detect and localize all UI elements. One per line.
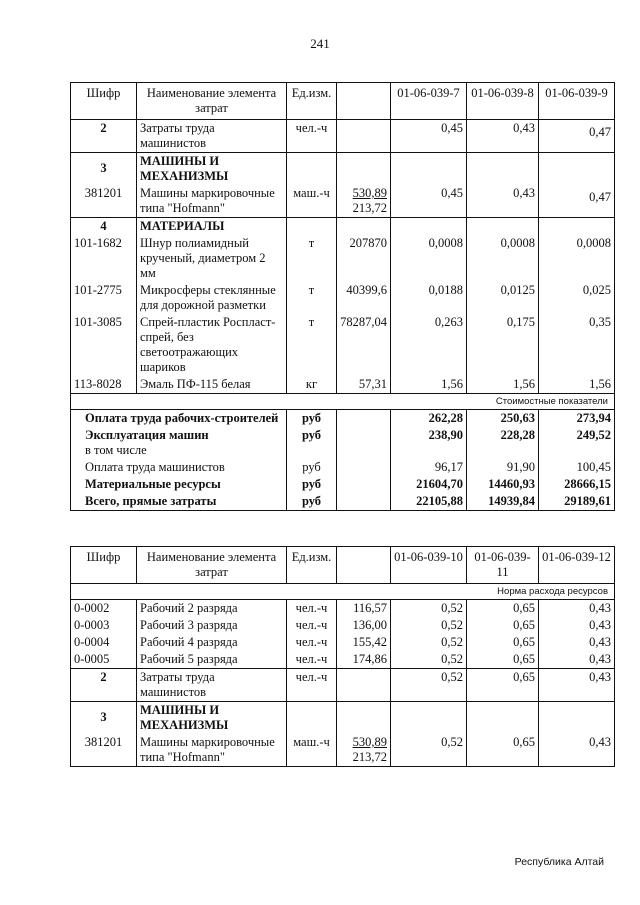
summary-name: Материальные ресурсы bbox=[71, 476, 287, 493]
row-price bbox=[337, 120, 391, 153]
row-unit: кг bbox=[287, 376, 337, 394]
summary-value: 21604,70 bbox=[391, 476, 467, 493]
row-price bbox=[337, 669, 391, 702]
summary-unit: руб bbox=[287, 410, 337, 428]
row-value: 0,0008 bbox=[391, 235, 467, 282]
summary-value: 14460,93 bbox=[467, 476, 539, 493]
row-code: 0-0005 bbox=[71, 651, 137, 669]
row-code: 0-0004 bbox=[71, 634, 137, 651]
row-unit: чел.-ч bbox=[287, 634, 337, 651]
row-code: 2 bbox=[71, 120, 137, 153]
row-name: Эмаль ПФ-115 белая bbox=[137, 376, 287, 394]
row-name: Рабочий 5 разряда bbox=[137, 651, 287, 669]
subheader-row bbox=[71, 394, 615, 410]
row-name: Микросферы стеклянные для дорожной разметки bbox=[137, 282, 287, 314]
row-price: 116,57 bbox=[337, 600, 391, 618]
row-value: 0,52 bbox=[391, 669, 467, 702]
summary-unit: руб bbox=[287, 427, 337, 459]
subheader-row bbox=[71, 584, 615, 600]
table-row bbox=[71, 185, 615, 218]
row-unit: чел.-ч bbox=[287, 600, 337, 618]
row-value: 0,175 bbox=[467, 314, 539, 376]
table-row bbox=[71, 600, 615, 618]
resource-norm-subheader: Норма расхода ресурсов bbox=[71, 584, 615, 600]
row-code: 101-1682 bbox=[71, 235, 137, 282]
resource-table-1 bbox=[70, 82, 615, 511]
summary-name: Всего, прямые затраты bbox=[71, 493, 287, 511]
row-value: 0,52 bbox=[391, 600, 467, 618]
summary-value: 22105,88 bbox=[391, 493, 467, 511]
price-bottom: 213,72 bbox=[352, 750, 387, 764]
summary-row bbox=[71, 493, 615, 511]
row-value: 0,65 bbox=[467, 634, 539, 651]
row-value: 0,65 bbox=[467, 651, 539, 669]
summary-name: Оплата труда машинистов bbox=[71, 459, 287, 476]
row-name: Рабочий 3 разряда bbox=[137, 617, 287, 634]
header-col-12: 01-06-039-12 bbox=[539, 547, 615, 584]
header-col-9: 01-06-039-9 bbox=[539, 83, 615, 120]
summary-value: 14939,84 bbox=[467, 493, 539, 511]
header-code: Шифр bbox=[71, 83, 137, 120]
row-value: 1,56 bbox=[539, 376, 615, 394]
row-unit: т bbox=[287, 282, 337, 314]
row-unit: маш.-ч bbox=[287, 185, 337, 218]
summary-row bbox=[71, 427, 615, 459]
table-header-row bbox=[71, 83, 615, 120]
summary-value: 29189,61 bbox=[539, 493, 615, 511]
table-header-row bbox=[71, 547, 615, 584]
row-value: 0,43 bbox=[467, 120, 539, 153]
row-value: 0,43 bbox=[539, 734, 615, 767]
section-code: 3 bbox=[71, 153, 137, 186]
row-unit: чел.-ч bbox=[287, 617, 337, 634]
row-price: 57,31 bbox=[337, 376, 391, 394]
row-value: 0,52 bbox=[391, 617, 467, 634]
section-row bbox=[71, 218, 615, 236]
row-unit: чел.-ч bbox=[287, 669, 337, 702]
row-name: Рабочий 4 разряда bbox=[137, 634, 287, 651]
row-price bbox=[337, 734, 391, 767]
row-value: 0,65 bbox=[467, 669, 539, 702]
table-row bbox=[71, 617, 615, 634]
row-code: 2 bbox=[71, 669, 137, 702]
table-row bbox=[71, 235, 615, 282]
row-value: 0,45 bbox=[391, 185, 467, 218]
summary-value: 238,90 bbox=[391, 427, 467, 459]
table-row bbox=[71, 651, 615, 669]
row-price: 207870 bbox=[337, 235, 391, 282]
footer-region: Республика Алтай bbox=[514, 856, 604, 868]
row-code: 0-0003 bbox=[71, 617, 137, 634]
summary-row bbox=[71, 459, 615, 476]
row-name: Рабочий 2 разряда bbox=[137, 600, 287, 618]
row-code: 101-2775 bbox=[71, 282, 137, 314]
summary-value: 228,28 bbox=[467, 427, 539, 459]
header-name: Наименование элемента затрат bbox=[137, 547, 287, 584]
table-row bbox=[71, 734, 615, 767]
row-value: 0,43 bbox=[467, 185, 539, 218]
table-row bbox=[71, 314, 615, 376]
row-value: 0,0008 bbox=[467, 235, 539, 282]
row-unit: т bbox=[287, 314, 337, 376]
section-code: 3 bbox=[71, 702, 137, 735]
header-unit: Ед.изм. bbox=[287, 547, 337, 584]
row-code: 381201 bbox=[71, 734, 137, 767]
row-price: 78287,04 bbox=[337, 314, 391, 376]
summary-name bbox=[71, 427, 287, 459]
row-value: 0,52 bbox=[391, 651, 467, 669]
section-row bbox=[71, 702, 615, 735]
row-value: 0,0008 bbox=[539, 235, 615, 282]
row-value: 0,43 bbox=[539, 651, 615, 669]
summary-value: 273,94 bbox=[539, 410, 615, 428]
row-name: Машины маркировочные типа "Hofmann" bbox=[137, 185, 287, 218]
row-value: 0,43 bbox=[539, 634, 615, 651]
summary-value: 28666,15 bbox=[539, 476, 615, 493]
table-row bbox=[71, 120, 615, 153]
section-row bbox=[71, 153, 615, 186]
summary-unit: руб bbox=[287, 476, 337, 493]
row-value: 0,0125 bbox=[467, 282, 539, 314]
table-row bbox=[71, 669, 615, 702]
summary-value: 100,45 bbox=[539, 459, 615, 476]
section-code: 4 bbox=[71, 218, 137, 236]
row-code: 0-0002 bbox=[71, 600, 137, 618]
section-title: МАТЕРИАЛЫ bbox=[137, 218, 287, 236]
cost-indicators-subheader: Стоимостные показатели bbox=[71, 394, 615, 410]
table-row bbox=[71, 634, 615, 651]
row-value: 1,56 bbox=[467, 376, 539, 394]
summary-subtext: в том числе bbox=[85, 443, 147, 457]
header-code: Шифр bbox=[71, 547, 137, 584]
summary-name-text: Эксплуатация машин bbox=[85, 428, 209, 442]
header-price bbox=[337, 83, 391, 120]
row-price: 155,42 bbox=[337, 634, 391, 651]
header-col-11: 01-06-039-11 bbox=[467, 547, 539, 584]
summary-unit: руб bbox=[287, 493, 337, 511]
summary-value: 250,63 bbox=[467, 410, 539, 428]
section-title: МАШИНЫ И МЕХАНИЗМЫ bbox=[137, 702, 287, 735]
summary-name: Оплата труда рабочих-строителей bbox=[71, 410, 287, 428]
row-unit: чел.-ч bbox=[287, 120, 337, 153]
row-name: Спрей-пластик Роспласт-спрей, без светоотражающих шариков bbox=[137, 314, 287, 376]
row-value: 0,35 bbox=[539, 314, 615, 376]
header-name: Наименование элемента затрат bbox=[137, 83, 287, 120]
row-value: 0,43 bbox=[539, 669, 615, 702]
row-value: 0,47 bbox=[539, 120, 615, 153]
price-top: 530,89 bbox=[352, 735, 387, 749]
summary-row bbox=[71, 410, 615, 428]
summary-value: 262,28 bbox=[391, 410, 467, 428]
row-name: Шнур полиамидный крученый, диаметром 2 мм bbox=[137, 235, 287, 282]
resource-table-2 bbox=[70, 546, 615, 767]
summary-unit: руб bbox=[287, 459, 337, 476]
header-unit: Ед.изм. bbox=[287, 83, 337, 120]
row-value: 0,0188 bbox=[391, 282, 467, 314]
row-value: 0,65 bbox=[467, 600, 539, 618]
header-col-8: 01-06-039-8 bbox=[467, 83, 539, 120]
summary-value: 91,90 bbox=[467, 459, 539, 476]
summary-value: 96,17 bbox=[391, 459, 467, 476]
header-col-10: 01-06-039-10 bbox=[391, 547, 467, 584]
row-code: 101-3085 bbox=[71, 314, 137, 376]
row-value: 0,52 bbox=[391, 734, 467, 767]
row-unit: т bbox=[287, 235, 337, 282]
row-code: 113-8028 bbox=[71, 376, 137, 394]
row-name: Затраты труда машинистов bbox=[137, 120, 287, 153]
row-name: Затраты труда машинистов bbox=[137, 669, 287, 702]
row-code: 381201 bbox=[71, 185, 137, 218]
row-name: Машины маркировочные типа "Hofmann" bbox=[137, 734, 287, 767]
header-col-7: 01-06-039-7 bbox=[391, 83, 467, 120]
row-value: 0,025 bbox=[539, 282, 615, 314]
price-bottom: 213,72 bbox=[352, 201, 387, 215]
row-value: 0,47 bbox=[539, 185, 615, 218]
price-top: 530,89 bbox=[352, 186, 387, 200]
section-title: МАШИНЫ И МЕХАНИЗМЫ bbox=[137, 153, 287, 186]
row-value: 0,43 bbox=[539, 617, 615, 634]
table-row bbox=[71, 376, 615, 394]
row-value: 0,45 bbox=[391, 120, 467, 153]
row-value: 0,65 bbox=[467, 617, 539, 634]
row-value: 0,52 bbox=[391, 634, 467, 651]
row-unit: чел.-ч bbox=[287, 651, 337, 669]
row-value: 0,43 bbox=[539, 600, 615, 618]
row-price bbox=[337, 185, 391, 218]
row-unit: маш.-ч bbox=[287, 734, 337, 767]
row-value: 0,65 bbox=[467, 734, 539, 767]
row-value: 1,56 bbox=[391, 376, 467, 394]
row-price: 40399,6 bbox=[337, 282, 391, 314]
row-value: 0,263 bbox=[391, 314, 467, 376]
summary-row bbox=[71, 476, 615, 493]
header-price bbox=[337, 547, 391, 584]
summary-value: 249,52 bbox=[539, 427, 615, 459]
row-price: 136,00 bbox=[337, 617, 391, 634]
table-row bbox=[71, 282, 615, 314]
page-number: 241 bbox=[310, 36, 330, 51]
row-price: 174,86 bbox=[337, 651, 391, 669]
